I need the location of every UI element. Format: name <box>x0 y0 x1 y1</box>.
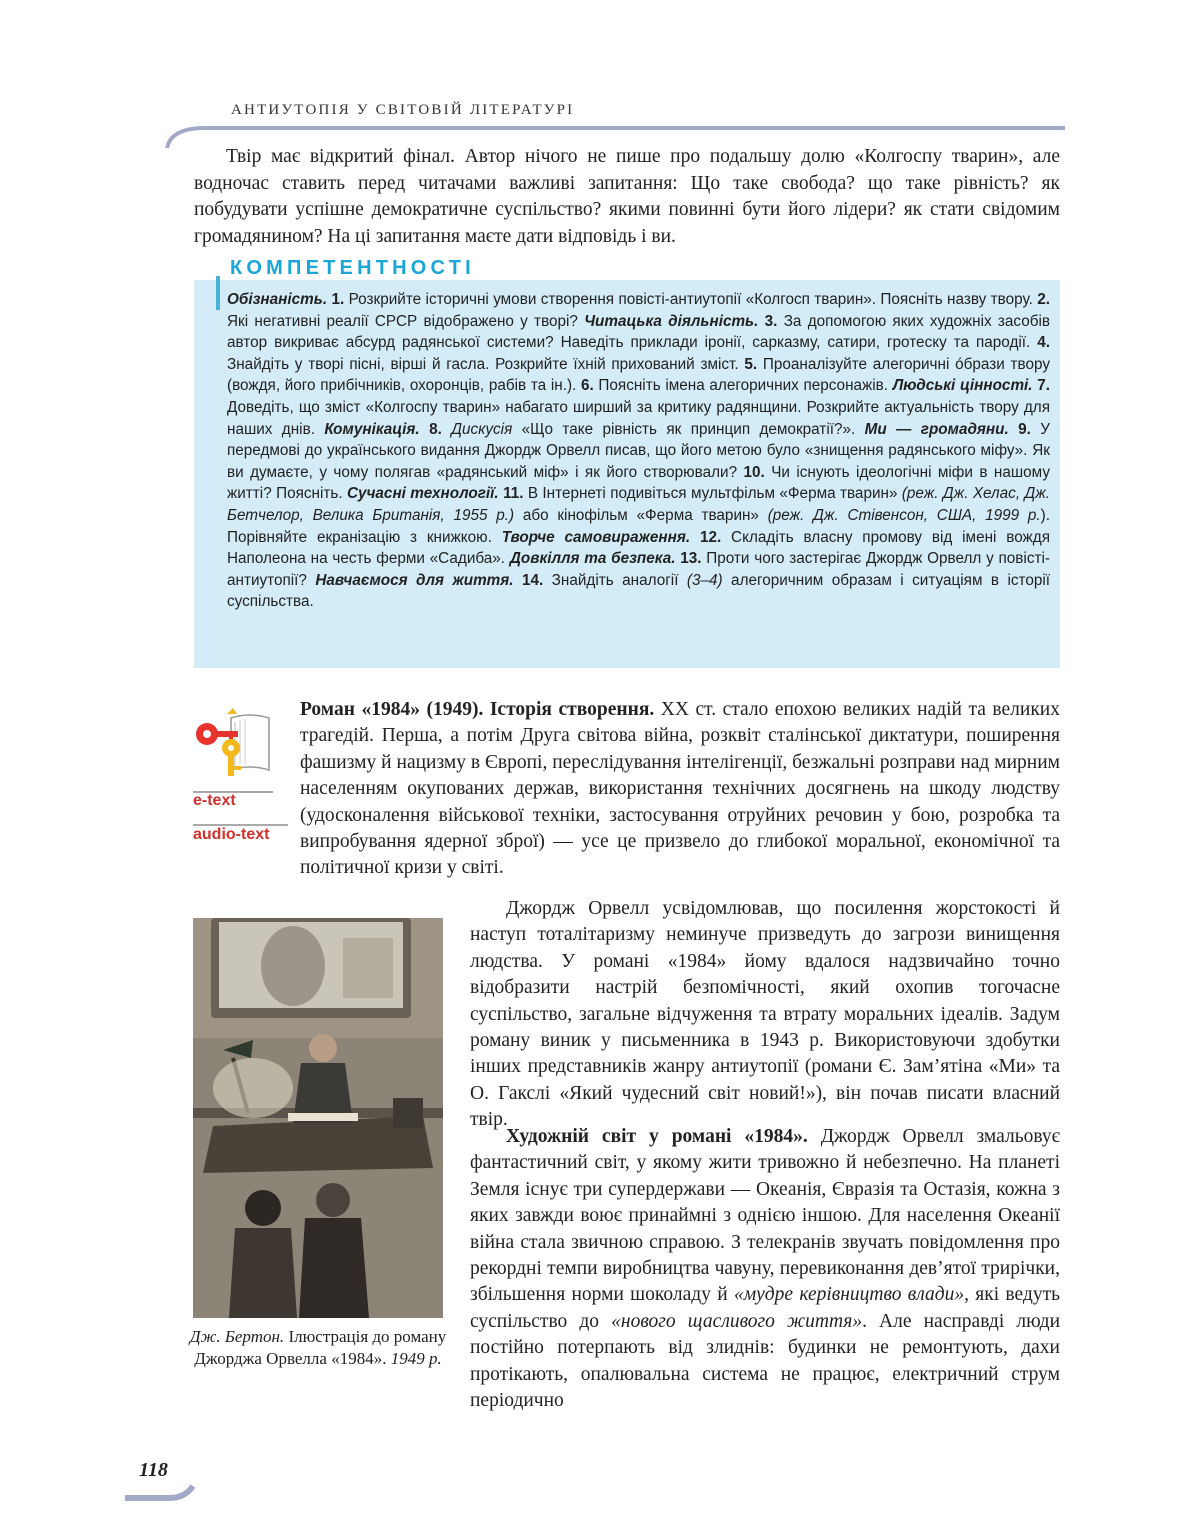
competencies-title: КОМПЕТЕНТНОСТІ <box>230 257 475 279</box>
keys-book-icon[interactable] <box>193 704 273 784</box>
competencies-box <box>194 280 1060 668</box>
orwell-paragraph: Джордж Орвелл усвідомлював, що посилення жорстокості й наступ тоталітаризму неминуче призведуть до загрози винищення людства. У романі «1984» йому вдалося надзвичайно точно відобразити настрій безпомічності, який охопив тогочасне суспільство, загальне відчуження та втрату моральних ідеалів. Задум роману виник у письменника в 1943 р. Використовуючи здобутки інших представників жанру антиутопії (романи Є. Зам’ятіна «Ми» та О. Гакслі «Який чудесний світ новий!»), він почав писати власний твір. <box>470 898 1060 1131</box>
comp-heading: Комунікація. <box>324 420 420 438</box>
comp-heading: Обізнаність. <box>227 291 328 308</box>
caption-author: Дж. Бертон. <box>189 1327 285 1346</box>
illustration-1984 <box>193 918 443 1318</box>
comp-heading: Читацька діяльність. <box>584 312 759 330</box>
footer-rule <box>125 1484 195 1506</box>
roman-heading: Роман «1984» (1949). Історія створення. <box>300 699 655 720</box>
comp-heading: Навчаємося для життя. <box>315 571 514 589</box>
etext-link[interactable]: e-text <box>193 792 236 809</box>
world-paragraph: Художній світ у романі «1984». Джордж Орвелл змальовує фантастичний світ, у якому жити тривожно й небезпечно. На планеті Земля існує три супердержави — Океанія, Євразія та Остазія, кожна з яких завжди воює принаймні з однією іншою. Для населення Океанії війна стала звичною справою. З телекранів звучать повідомлення про рекордні темпи виробництва чавуну, перевиконання дев’ятої трирічки, збільшення норми шоколаду й «мудре керівництво влади», які ведуть суспільство до «нового щасливого життя». Але насправді люди постійно потерпають від злиднів: будинки не ремонтують, дахи протікають, опалювальна система не працює, електричний струм періодично <box>470 1126 1061 1412</box>
comp-heading: Сучасні технології. <box>346 485 499 503</box>
comp-heading: Творче самовираження. <box>501 528 691 546</box>
running-title: АНТИУТОПІЯ У СВІТОВІЙ ЛІТЕРАТУРІ <box>231 102 575 118</box>
competencies-accent-bar <box>216 276 220 310</box>
page-number: 118 <box>139 1459 168 1481</box>
illustration-caption: Дж. Бертон. Ілюстрація до роману Джорджа Орвелла «1984». 1949 р. <box>189 1327 447 1368</box>
world-heading: Художній світ у романі «1984». <box>506 1126 808 1147</box>
roman-paragraph: Роман «1984» (1949). Історія створення. ХХ ст. стало епохою великих надій та великих трагедій. Перша, а потім Друга світова війна, розквіт сталінської диктатури, поширення фашизму й нацизму в Європі, переслідування інтелігенції, безжальні розправи над мирним населенням окупованих держав, використання технічних досягнень на шкоду людству (удосконалення військової техніки, застосування отруйних речовин у бою, розробка та випробування ядерної зброї) — усе це призвело до глибокої моральної, економічної та політичної кризи у світі. <box>300 699 1060 879</box>
comp-heading: Ми — громадяни. <box>864 420 1009 438</box>
intro-paragraph: Твір має відкритий фінал. Автор нічого не пише про подальшу долю «Колгоспу тварин», але водночас ставить перед читачами важливі запитання: Що таке свобода? що таке рівність? як побудувати успішне демократичне суспільство? якими повинні бути його лідери? як стати свідомим громадянином? На ці запитання маєте дати відповідь і ви. <box>194 146 1060 247</box>
comp-heading: Довкілля та безпека. <box>509 550 676 568</box>
comp-heading: Людські цінності. <box>892 377 1033 395</box>
competencies-text: Обізнаність. 1. Розкрийте історичні умови створення повісті-антиутопії «Колгосп тварин». Поясніть назву твору. 2. Які негативні реалії СРСР відображено у творі? Читацька діяльність. 3. За допомогою яких художніх засобів автор викриває абсурд радянської системи? Наведіть приклади іронії, сарказму, сатири, гротеску та пародії. 4. Знайдіть у творі пісні, вірші й гасла. Розкрийте їхній прихований зміст. 5. Проаналізуйте алегоричні óбрази твору (вождя, його прибічників, охоронців, рабів та ін.). 6. Поясніть імена алегоричних персонажів. Людські цінності. 7. Доведіть, що зміст «Колгоспу тварин» набагато ширший за критику радянщини. Розкрийте актуальність твору для наших днів. Комунікація. 8. Дискусія «Що таке рівність як принцип демократії?». Ми — громадяни. 9. У передмові до українського видання Джордж Орвелл писав, що його метою було «знищення радянського міфу». Як ви думаєте, у чому полягав «радянський міф» і як його створювали? 10. Чи існують ідеологічні міфи в нашому житті? Поясніть. Сучасні технології. 11. В Інтернеті подивіться мультфільм «Ферма тварин» (реж. Дж. Хелас, Дж. Бетчелор, Велика Британія, 1955 р.) або кінофільм «Ферма тварин» (реж. Дж. Стівенсон, США, 1999 р.). Порівняйте екранізацію з книжкою. Творче самовираження. 12. Складіть власну промову від імені вождя Наполеона на честь ферми «Садиба». Довкілля та безпека. 13. Проти чого застерігає Джордж Орвелл у повісті-антиутопії? Навчаємося для життя. 14. Знайдіть аналогії (3–4) алегоричним образам і ситуаціям в історії суспільства. <box>227 291 1051 611</box>
audio-text-link[interactable]: audio-text <box>193 826 270 843</box>
